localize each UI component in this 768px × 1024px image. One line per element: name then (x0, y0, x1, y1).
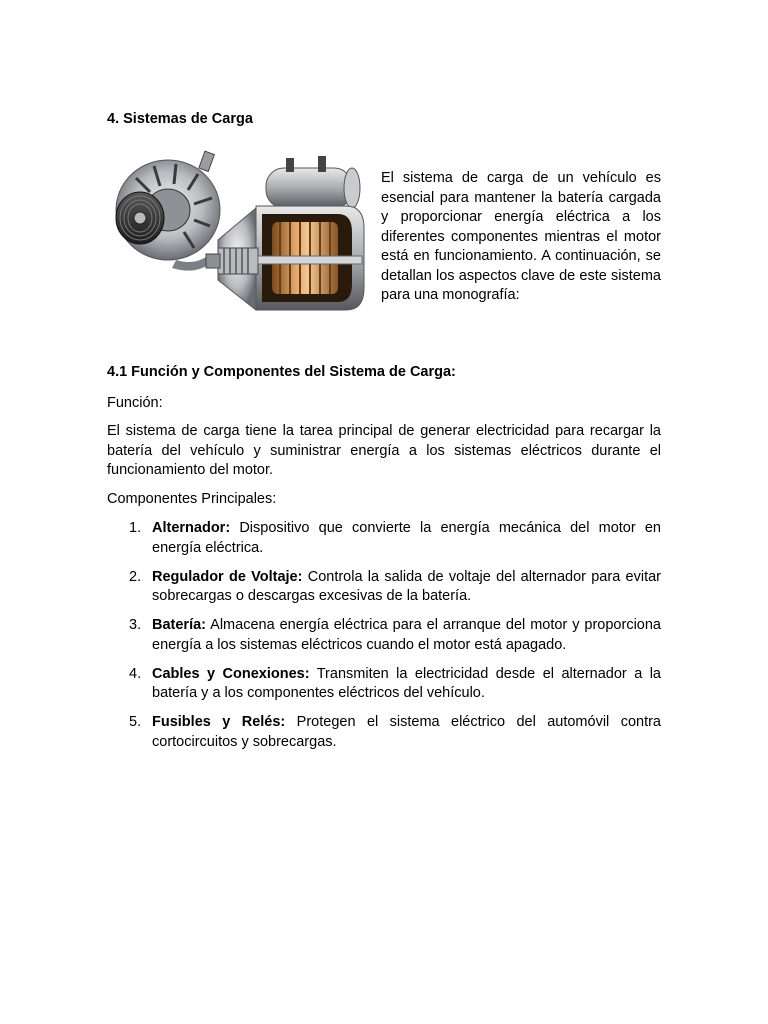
component-name: Regulador de Voltaje: (152, 568, 303, 585)
list-item (107, 713, 661, 752)
list-number: 4. (129, 665, 142, 682)
list-number: 3. (129, 617, 142, 633)
list-number: 2. (129, 568, 142, 585)
subsection-heading: 4.1 Función y Componentes del Sistema de Carga: (107, 364, 456, 380)
components-list (107, 519, 661, 762)
component-name: Alternador: (152, 520, 231, 536)
list-item (107, 519, 661, 558)
component-description: Almacena energía eléctrica para el arranque del motor y proporciona energía a los sistemas eléctricos cuando el motor está apagado. (152, 617, 661, 653)
component-name: Fusibles y Relés: (152, 714, 286, 730)
component-description: Controla la salida de voltaje del alternador para evitar sobrecargas o descargas excesivas de la batería. (152, 568, 661, 604)
list-number: 1. (129, 520, 142, 536)
component-description: Transmiten la electricidad desde el alternador a la batería y a los componentes eléctricos del vehículo. (152, 665, 661, 701)
component-description: Dispositivo que convierte la energía mecánica del motor en energía eléctrica. (152, 520, 661, 556)
component-name: Batería: (152, 617, 206, 633)
section-heading: 4. Sistemas de Carga (107, 111, 253, 127)
list-item (107, 665, 661, 704)
components-label: Componentes Principales: (107, 491, 277, 507)
function-paragraph: El sistema de carga tiene la tarea principal de generar electricidad para recargar la batería del vehículo y suministrar energía a los sistemas eléctricos durante el funcionamiento del motor. (107, 423, 661, 478)
list-item (107, 568, 661, 607)
function-label: Función: (107, 395, 163, 411)
list-item (107, 616, 661, 655)
starter-motor-icon (206, 156, 364, 310)
alternator-icon (116, 151, 220, 271)
intro-paragraph: El sistema de carga de un vehículo es esencial para mantener la batería cargada y proporcionar energía eléctrica a los diferentes componentes mientras el motor está en funcionamiento. A continuación, se detallan los aspectos clave de este sistema para una monografía: (381, 170, 661, 303)
component-description: Protegen el sistema eléctrico del automóvil contra cortocircuitos y sobrecargas. (152, 714, 661, 750)
charging-system-figure (106, 148, 368, 320)
component-name: Cables y Conexiones: (152, 665, 310, 682)
list-number: 5. (129, 714, 142, 730)
